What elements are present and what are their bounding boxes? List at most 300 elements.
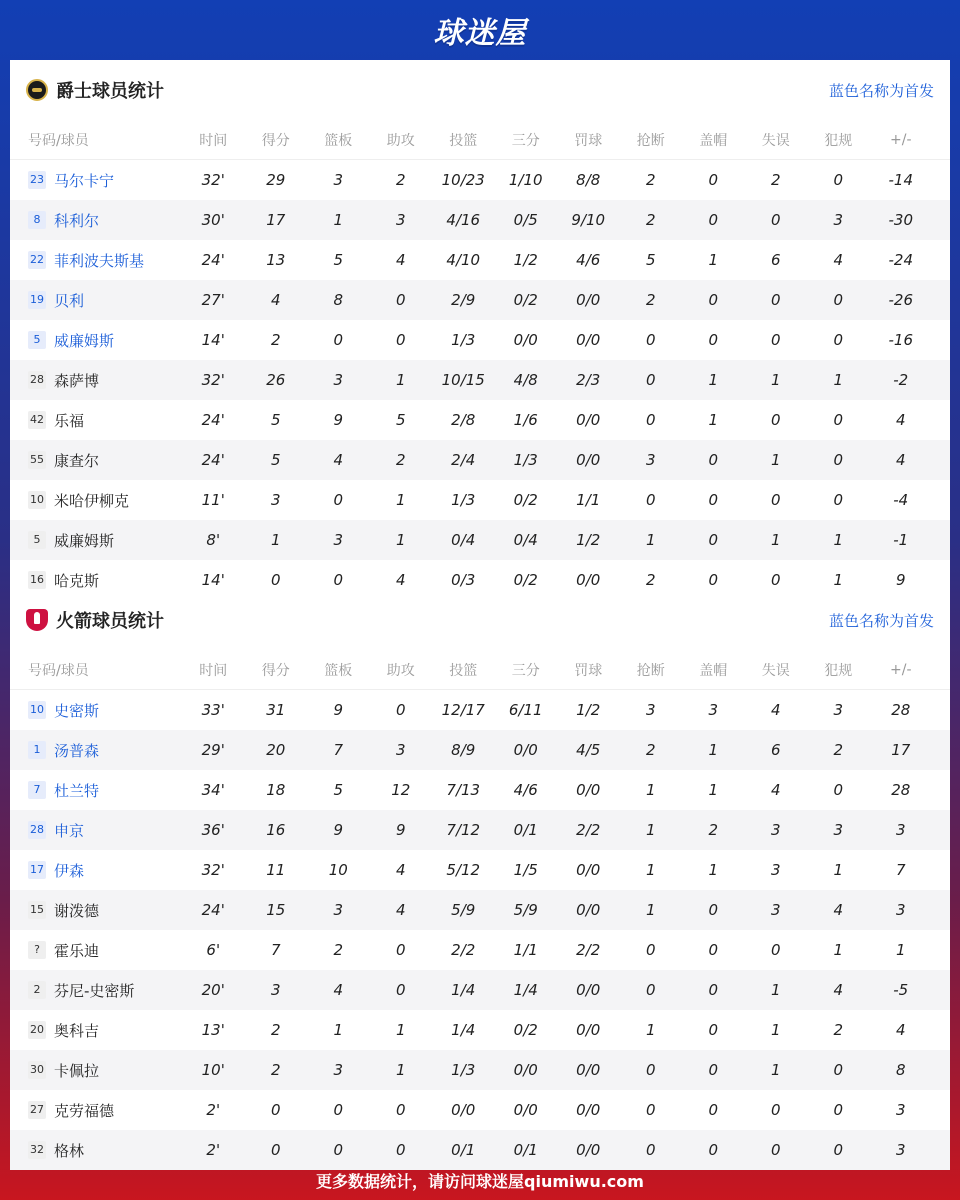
stat-cell: 1 [833,371,844,389]
stat-cell: 3 [645,451,656,469]
stat-cell: 0/1 [513,1141,538,1159]
stat-cell: 1/5 [513,861,538,879]
stat-cell: 2 [270,1061,281,1079]
jersey-number: 42 [28,411,46,429]
table-row [10,770,950,810]
starter-legend: 蓝色名称为首发 [828,81,934,100]
stat-cell: 5 [645,251,656,269]
starter-legend: 蓝色名称为首发 [828,611,934,630]
stat-cell: 7 [270,941,281,959]
stat-cell: 1 [770,451,781,469]
stat-cell: 0 [708,531,719,549]
stat-cell: 1 [770,1061,781,1079]
stat-cell: 1/4 [451,1021,476,1039]
table-row [10,810,950,850]
stat-cell: 0/0 [576,451,601,469]
jersey-number: 17 [28,861,46,879]
stat-cell: 1 [645,901,656,919]
jersey-number: 22 [28,251,46,269]
stat-cell: 29' [201,741,225,759]
stat-cell: 4 [833,251,844,269]
player-cell [10,780,182,801]
stat-cell: 0 [395,291,406,309]
stat-cell: 32' [201,171,225,189]
stat-cell: 3 [645,701,656,719]
stat-cell: 4/8 [513,371,538,389]
table-row [10,200,950,240]
jersey-number: 23 [28,171,46,189]
stat-cell: 4 [333,451,344,469]
player-name[interactable]: 杜兰特 [54,781,100,800]
stat-cell: 1 [645,531,656,549]
stat-cell: 0 [770,331,781,349]
stat-cell: 1/3 [513,451,538,469]
column-header: 三分 [511,662,540,679]
stat-cell: 1/6 [513,411,538,429]
stat-cell: 0 [708,901,719,919]
stat-cell: 29 [266,171,286,189]
app-header [0,0,960,60]
jersey-number: 27 [28,1101,46,1119]
section-title: 爵士球员统计 [56,81,164,102]
stat-cell: 1 [395,1061,406,1079]
stat-cell: 0 [708,291,719,309]
team-section-jazz [10,60,950,600]
stat-cell: 0/0 [513,1101,538,1119]
column-header: 罚球 [574,662,603,679]
player-name[interactable]: 克劳福德 [54,1101,115,1120]
stat-cell: 2/9 [451,291,476,309]
player-stats-table [10,120,950,600]
column-header: 投篮 [449,132,478,149]
stat-cell: 2 [395,171,406,189]
stat-cell: 30' [201,211,225,229]
stat-cell: 1 [395,491,406,509]
player-name[interactable]: 科利尔 [54,211,100,230]
stat-cell: 0 [395,1101,406,1119]
stat-cell: 3 [895,901,906,919]
stat-cell: -5 [893,981,909,999]
section-header [10,590,950,650]
column-header: 篮板 [324,662,353,679]
stat-cell: 3 [333,171,344,189]
stat-cell: 3 [708,701,719,719]
stat-cell: 1 [770,371,781,389]
stat-cell: 4 [395,861,406,879]
column-header: 罚球 [574,132,603,149]
stat-cell: 4 [395,251,406,269]
stat-cell: 24' [201,251,225,269]
stat-cell: 7/13 [446,781,481,799]
stat-cell: 1 [645,821,656,839]
player-cell [10,1060,182,1081]
stat-cell: 6 [770,741,781,759]
jersey-number: 1 [28,741,46,759]
player-cell [10,980,182,1001]
stat-cell: 1 [708,781,719,799]
stat-cell: 3 [770,821,781,839]
table-row [10,360,950,400]
stat-cell: 0 [270,1141,281,1159]
stat-cell: 0/4 [513,531,538,549]
stat-cell: 1 [395,1021,406,1039]
stat-cell: 20 [266,741,286,759]
stat-cell: 1 [708,861,719,879]
player-stats-table [10,650,950,1170]
jersey-number: 5 [28,331,46,349]
stat-cell: 8/9 [451,741,476,759]
player-cell [10,330,182,351]
stat-cell: 3 [895,1141,906,1159]
stat-cell: 3 [833,211,844,229]
stat-cell: 1/4 [451,981,476,999]
stat-cell: 4 [770,701,781,719]
stat-cell: 3 [770,901,781,919]
stat-cell: 2 [770,171,781,189]
stat-cell: 1 [708,251,719,269]
table-row [10,1010,950,1050]
stat-cell: 3 [270,981,281,999]
stat-cell: 0 [333,1141,344,1159]
stat-cell: 0/0 [576,1141,601,1159]
stat-cell: 32' [201,861,225,879]
stat-cell: 0 [770,571,781,589]
jersey-number: 55 [28,451,46,469]
section-header [10,60,950,120]
stat-cell: 1 [395,531,406,549]
stat-cell: 12/17 [441,701,485,719]
stat-cell: 2 [333,941,344,959]
stat-cell: 2 [395,451,406,469]
player-cell [10,530,182,551]
stat-cell: 17 [266,211,286,229]
stat-cell: 1/1 [513,941,538,959]
stat-cell: 31 [266,701,286,719]
stat-cell: 1 [833,941,844,959]
stat-cell: 4 [833,981,844,999]
player-cell [10,860,182,881]
stat-cell: 27' [201,291,225,309]
stat-cell: 0/2 [513,571,538,589]
player-cell [10,740,182,761]
stat-cell: 4 [395,901,406,919]
stat-cell: 0/2 [513,491,538,509]
stat-cell: 5 [270,451,281,469]
player-name[interactable]: 威廉姆斯 [54,531,115,550]
stat-cell: 10/23 [441,171,485,189]
player-cell [10,210,182,231]
stat-cell: 4 [833,901,844,919]
stat-cell: 5 [395,411,406,429]
stat-cell: 1/1 [576,491,601,509]
stat-cell: 0 [833,451,844,469]
column-header: 助攻 [386,132,415,149]
player-name[interactable]: 威廉姆斯 [54,331,115,350]
stat-cell: 0 [395,941,406,959]
stat-cell: 0 [645,331,656,349]
stat-cell: 1/3 [451,1061,476,1079]
stat-cell: 0 [833,291,844,309]
stat-cell: 13 [266,251,286,269]
stat-cell: 0 [833,491,844,509]
stat-cell: 3 [333,1061,344,1079]
stat-cell: 0/3 [451,571,476,589]
stat-cell: 2 [645,171,656,189]
stat-cell: 20' [201,981,225,999]
column-header: 助攻 [386,662,415,679]
stat-cell: 1 [770,981,781,999]
stat-cell: 1 [708,741,719,759]
stat-cell: 3 [333,531,344,549]
player-cell [10,450,182,471]
stat-cell: 0 [708,1021,719,1039]
stat-cell: 4 [770,781,781,799]
column-header: +/- [890,661,912,678]
player-cell [10,1140,182,1161]
stat-cell: 2/2 [576,821,601,839]
stat-cell: 0 [708,941,719,959]
stat-cell: 1 [270,531,281,549]
player-name[interactable]: 哈克斯 [54,571,100,590]
table-row [10,440,950,480]
stat-cell: 0 [833,781,844,799]
stat-cell: 10/15 [441,371,485,389]
player-name[interactable]: 奥科吉 [54,1021,100,1040]
table-row [10,160,950,200]
stat-cell: 0 [770,211,781,229]
stat-cell: 0 [833,1101,844,1119]
stat-cell: 24' [201,411,225,429]
player-name[interactable]: 芬尼-史密斯 [54,981,135,1000]
stat-cell: 9/10 [571,211,606,229]
player-cell [10,900,182,921]
stat-cell: 2/2 [451,941,476,959]
stat-cell: 11' [201,491,225,509]
stat-cell: -16 [888,331,913,349]
stat-cell: 4 [395,571,406,589]
stat-cell: 9 [333,411,344,429]
stat-cell: 0 [708,211,719,229]
column-header: 盖帽 [699,662,728,679]
player-name[interactable]: 史密斯 [54,701,100,720]
stat-cell: 5/12 [446,861,481,879]
player-name[interactable]: 霍乐迪 [54,941,100,960]
stat-cell: 24' [201,901,225,919]
column-header: 三分 [511,132,540,149]
stat-cell: -30 [888,211,913,229]
stat-cell: 0 [770,411,781,429]
jersey-number: 8 [28,211,46,229]
stat-cell: -1 [893,531,909,549]
table-row [10,930,950,970]
jersey-number: 20 [28,1021,46,1039]
stat-cell: 2 [833,741,844,759]
column-header: +/- [890,131,912,148]
stat-cell: 12 [391,781,411,799]
stat-cell: 4/10 [446,251,481,269]
player-cell [10,250,182,271]
player-name[interactable]: 格林 [54,1141,85,1160]
stat-cell: 2 [645,571,656,589]
stat-cell: 4 [270,291,281,309]
stat-cell: 0/0 [576,1021,601,1039]
stat-cell: 33' [201,701,225,719]
stat-cell: 0 [645,411,656,429]
table-row [10,400,950,440]
stat-cell: 4/6 [513,781,538,799]
stat-cell: 9 [333,701,344,719]
stat-cell: 2 [645,291,656,309]
stat-cell: 0/0 [576,411,601,429]
stat-cell: 7 [895,861,906,879]
stat-cell: 0 [708,1101,719,1119]
player-name[interactable]: 汤普森 [54,741,100,760]
stat-cell: 26 [266,371,286,389]
table-row [10,730,950,770]
stat-cell: 2 [645,211,656,229]
stat-cell: -2 [893,371,909,389]
stat-cell: 0 [333,571,344,589]
table-header-row [10,120,950,160]
stat-cell: 0 [708,451,719,469]
stat-cell: 9 [395,821,406,839]
stat-cell: 1 [770,531,781,549]
player-cell [10,700,182,721]
stat-cell: 0 [645,1061,656,1079]
column-header: 号码/球员 [28,662,89,679]
table-row [10,850,950,890]
stat-cell: 1/3 [451,331,476,349]
column-header: 失误 [761,132,790,149]
column-header: 号码/球员 [28,132,89,149]
stat-cell: 8 [895,1061,906,1079]
player-cell [10,820,182,841]
stat-cell: 0 [708,331,719,349]
footer-banner[interactable] [0,1160,960,1200]
stat-cell: 15 [266,901,286,919]
stat-cell: 0 [645,491,656,509]
stat-cell: 0/0 [576,331,601,349]
stat-cell: 8' [206,531,221,549]
stat-cell: 6 [770,251,781,269]
stat-cell: 1 [708,411,719,429]
stat-cell: 1/2 [576,701,601,719]
stat-cell: 4 [895,1021,906,1039]
stat-cell: 4/5 [576,741,601,759]
stat-cell: 0 [833,1141,844,1159]
stat-cell: 0/2 [513,1021,538,1039]
stat-cell: 3 [833,821,844,839]
player-name[interactable]: 马尔卡宁 [54,171,115,190]
stat-cell: 1 [333,1021,344,1039]
player-name[interactable]: 伊森 [54,861,85,880]
stat-cell: -26 [888,291,913,309]
stat-cell: 1/10 [508,171,543,189]
jersey-number: ? [28,941,46,959]
table-row [10,320,950,360]
player-name[interactable]: 森萨博 [54,371,100,390]
stat-cell: 0/0 [513,331,538,349]
player-name[interactable]: 康查尔 [54,451,100,470]
stat-cell: 0 [333,331,344,349]
player-cell [10,940,182,961]
player-name[interactable]: 乐福 [54,411,85,430]
stat-cell: 2' [206,1101,221,1119]
brand-logo[interactable]: 球迷屋 [433,16,527,51]
player-cell [10,570,182,591]
stat-cell: 3 [333,371,344,389]
stat-cell: 2' [206,1141,221,1159]
stat-cell: 3 [895,1101,906,1119]
column-header: 得分 [261,662,290,679]
jersey-number: 30 [28,1061,46,1079]
stat-cell: -14 [888,171,913,189]
stat-cell: 36' [201,821,225,839]
player-name[interactable]: 米哈伊柳克 [54,491,130,510]
stat-cell: 28 [891,701,911,719]
jersey-number: 32 [28,1141,46,1159]
table-row [10,1050,950,1090]
player-name[interactable]: 贝利 [54,291,85,310]
player-name[interactable]: 谢泼德 [54,901,100,920]
player-name[interactable]: 菲利波夫斯基 [54,251,145,270]
section-title: 火箭球员统计 [56,611,164,632]
stat-cell: 18 [266,781,286,799]
stat-cell: 4 [333,981,344,999]
rockets-logo-icon [26,609,48,631]
table-row [10,1090,950,1130]
stat-cell: 1/2 [513,251,538,269]
player-cell [10,370,182,391]
stat-cell: 1 [833,531,844,549]
stat-cell: 7/12 [446,821,481,839]
stat-cell: 0 [770,1101,781,1119]
stat-cell: 1/3 [451,491,476,509]
player-name[interactable]: 申京 [54,821,85,840]
jersey-number: 16 [28,571,46,589]
stat-cell: 1 [770,1021,781,1039]
jersey-number: 10 [28,701,46,719]
stat-cell: 1 [833,571,844,589]
stat-cell: 0 [770,491,781,509]
stat-cell: 2 [708,821,719,839]
stat-cell: 0/0 [451,1101,476,1119]
stat-cell: 4/6 [576,251,601,269]
table-row [10,240,950,280]
stat-cell: 2 [270,1021,281,1039]
footer-link-text[interactable]: 更多数据统计，请访问球迷屋qiumiwu.com [316,1171,644,1191]
jersey-number: 10 [28,491,46,509]
jersey-number: 2 [28,981,46,999]
stat-cell: 0/0 [513,741,538,759]
table-header-row [10,650,950,690]
stat-cell: 6/11 [508,701,543,719]
stat-cell: 1 [333,211,344,229]
player-name[interactable]: 卡佩拉 [54,1061,100,1080]
stat-cell: 0 [270,571,281,589]
stat-cell: 1 [395,371,406,389]
jersey-number: 5 [28,531,46,549]
stat-cell: 10' [201,1061,225,1079]
column-header: 犯规 [824,132,853,149]
stat-cell: 1/2 [576,531,601,549]
player-cell [10,490,182,511]
stat-cell: 0 [395,981,406,999]
column-header: 时间 [199,132,228,149]
stat-cell: 0/1 [513,821,538,839]
stat-cell: 5 [333,781,344,799]
stat-cell: 0/2 [513,291,538,309]
